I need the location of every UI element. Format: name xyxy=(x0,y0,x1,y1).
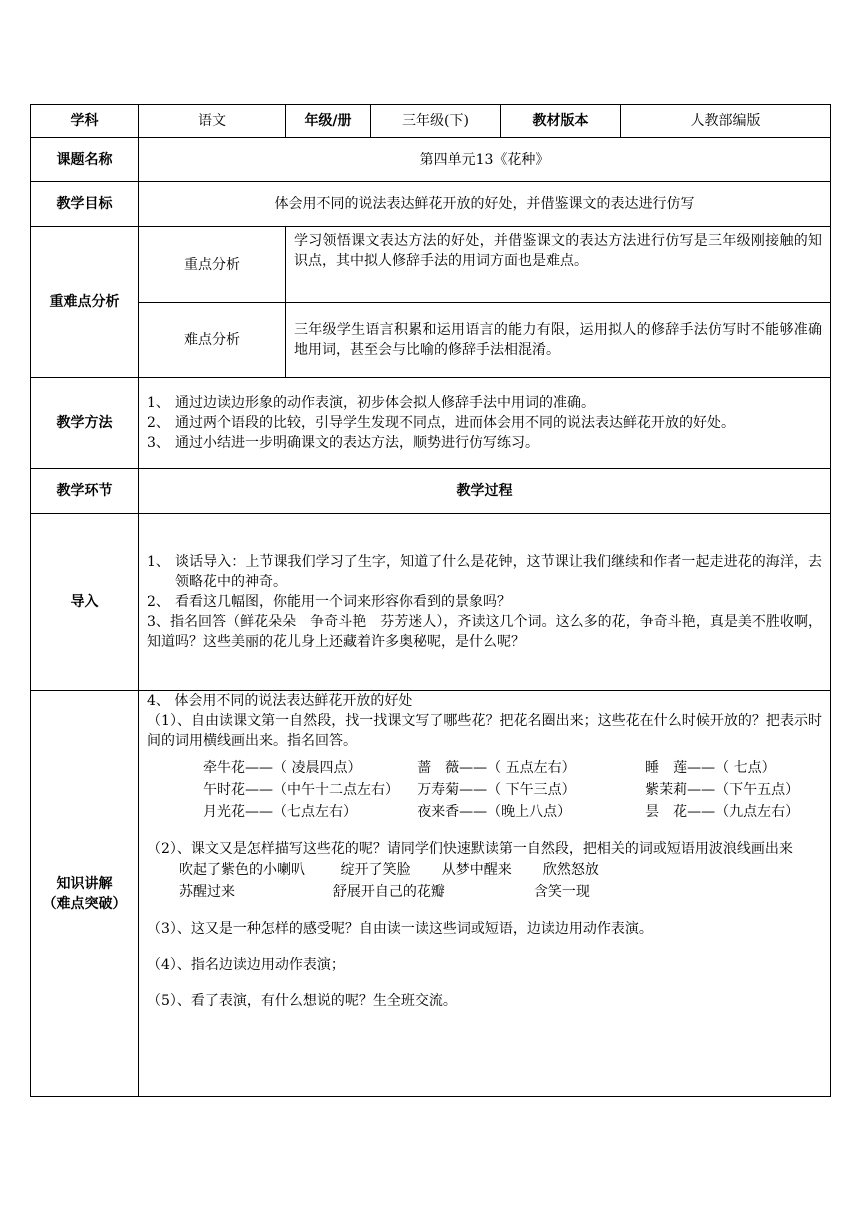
analysis-label: 重难点分析 xyxy=(31,227,139,378)
method-list xyxy=(139,378,831,469)
goal-label: 教学目标 xyxy=(31,182,139,227)
hard-point-label: 难点分析 xyxy=(139,303,286,378)
grade-label: 年级/册 xyxy=(286,105,371,138)
info-row xyxy=(31,105,831,138)
knowledge-step-5: （5）、看了表演，有什么想说的呢？生全班交流。 xyxy=(147,993,457,1009)
edition-label: 教材版本 xyxy=(501,105,621,138)
flower-row: 午时花——（中午十二点左右） 万寿菊——（ 下午三点） 紫茉莉——（下午五点） xyxy=(203,782,800,798)
phrase-row: 吹起了紫色的小喇叭 绽开了笑脸 从梦中醒来 欣然怒放 xyxy=(179,862,599,878)
goal-value: 体会用不同的说法表达鲜花开放的好处，并借鉴课文的表达进行仿写 xyxy=(139,182,831,227)
knowledge-step-1: （1）、自由读课文第一自然段，找一找课文写了哪些花？把花名圈出来；这些花在什么时候开放的？把表示时间的词用横线画出来。指名回答。 xyxy=(147,713,822,749)
knowledge-step-4: （4）、指名边读边用动作表演； xyxy=(147,957,345,973)
flower-time-list xyxy=(203,757,822,823)
intro-item: 3、指名回答（鲜花朵朵 争奇斗艳 芬芳迷人），齐读这几个词。这么多的花，争奇斗艳，真是美不胜收啊，知道吗？这些美丽的花儿身上还藏着许多奥秘呢，是什么呢？ xyxy=(147,614,822,650)
intro-item: 1、 谈话导入：上节课我们学习了生字，知道了什么是花钟，这节课让我们继续和作者一起走进花的海洋，去领略花中的神奇。 xyxy=(147,554,822,590)
flower-row: 月光花——（七点左右） 夜来香——（晚上八点） 昙 花——（九点左右） xyxy=(203,804,800,820)
key-point-text: 学习领悟课文表达方法的好处，并借鉴课文的表达方法进行仿写是三年级刚接触的知识点，其中拟人修辞手法的用词方面也是难点。 xyxy=(286,227,831,303)
subject-value: 语文 xyxy=(139,105,286,138)
hard-point-text: 三年级学生语言积累和运用语言的能力有限，运用拟人的修辞手法仿写时不能够准确地用词，甚至会与比喻的修辞手法相混淆。 xyxy=(286,303,831,378)
method-row xyxy=(31,378,831,469)
intro-row xyxy=(31,514,831,691)
goal-row xyxy=(31,182,831,227)
knowledge-step-3: （3）、这又是一种怎样的感受呢？自由读一读这些词或短语，边读边用动作表演。 xyxy=(147,921,653,937)
knowledge-step-2: （2）、课文又是怎样描写这些花的呢？请同学们快速默读第一自然段，把相关的词或短语用波浪线画出来 xyxy=(147,841,793,857)
topic-label: 课题名称 xyxy=(31,138,139,182)
key-point-label: 重点分析 xyxy=(139,227,286,303)
process-header: 教学过程 xyxy=(139,469,831,514)
process-header-row xyxy=(31,469,831,514)
key-point-row xyxy=(31,227,831,303)
flower-row: 牵牛花——（ 凌晨四点） 蔷 薇——（ 五点左右） 睡 莲——（ 七点） xyxy=(203,760,776,776)
stage-header: 教学环节 xyxy=(31,469,139,514)
topic-row xyxy=(31,138,831,182)
subject-label: 学科 xyxy=(31,105,139,138)
lesson-plan-table xyxy=(30,104,831,1097)
knowledge-row xyxy=(31,691,831,1097)
grade-value: 三年级(下) xyxy=(371,105,501,138)
intro-label: 导入 xyxy=(31,514,139,691)
method-item: 1、 通过边读边形象的动作表演，初步体会拟人修辞手法中用词的准确。 xyxy=(147,395,595,411)
edition-value: 人教部编版 xyxy=(621,105,831,138)
hard-point-row xyxy=(31,303,831,378)
topic-value: 第四单元13《花种》 xyxy=(139,138,831,182)
knowledge-content xyxy=(139,691,831,1097)
method-label: 教学方法 xyxy=(31,378,139,469)
intro-item: 2、 看看这几幅图，你能用一个词来形容你看到的景象吗？ xyxy=(147,594,511,610)
knowledge-title: 4、 体会用不同的说法表达鲜花开放的好处 xyxy=(147,693,413,709)
intro-content xyxy=(139,514,831,691)
knowledge-label: 知识讲解 （难点突破） xyxy=(31,691,139,1097)
method-item: 3、 通过小结进一步明确课文的表达方法，顺势进行仿写练习。 xyxy=(147,435,539,451)
phrase-row: 苏醒过来 舒展开自己的花瓣 含笑一现 xyxy=(179,884,590,900)
method-item: 2、 通过两个语段的比较，引导学生发现不同点，进而体会用不同的说法表达鲜花开放的好处。 xyxy=(147,415,735,431)
